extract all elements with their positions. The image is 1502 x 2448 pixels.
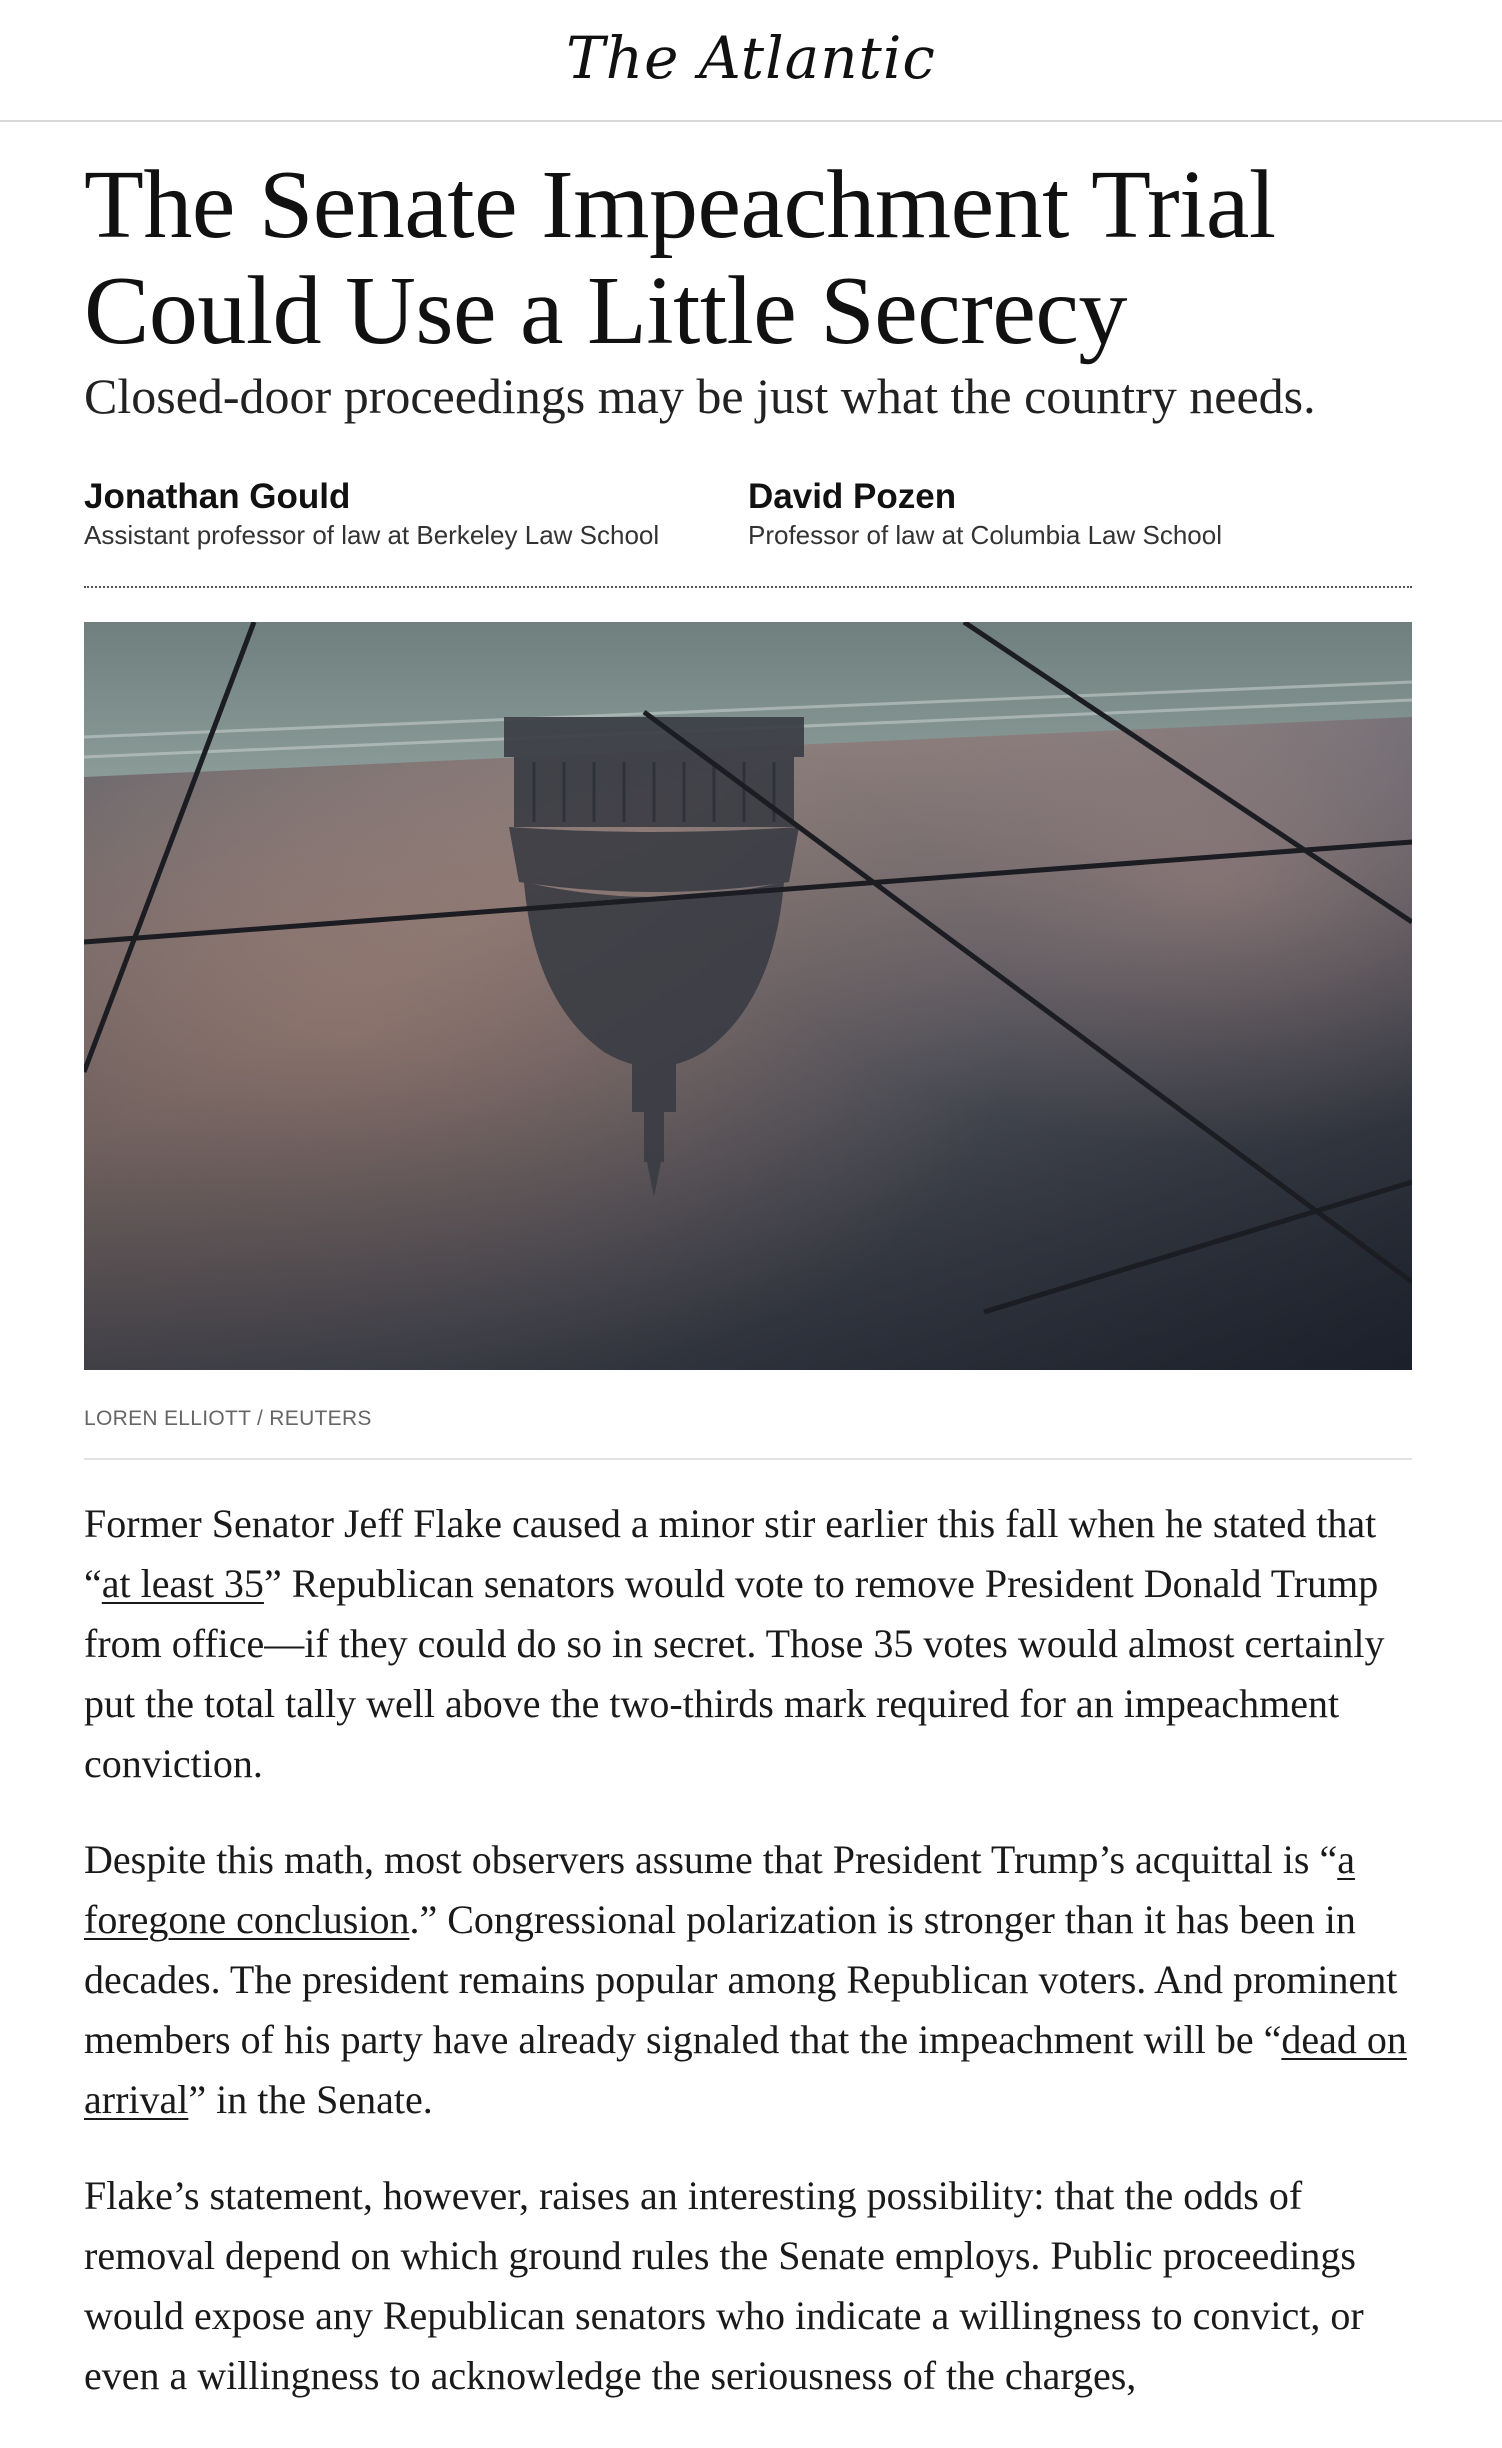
author-name-link[interactable]: Jonathan Gould	[84, 477, 351, 516]
masthead	[0, 0, 1502, 122]
lead-image-capitol-reflection	[84, 622, 1412, 1370]
link-foregone-conclusion[interactable]: a foregone conclusion	[84, 1837, 1355, 1942]
bylines	[84, 476, 1412, 552]
article-body	[84, 1494, 1412, 2406]
paragraph-2	[84, 1830, 1412, 2130]
paragraph-1	[84, 1494, 1412, 1794]
paragraph-text: .” Congressional polarization is stronger than it has been in decades. The president remains popular among Republican voters. And prominent members of his party have already signaled that the impeachment will be “	[84, 1897, 1398, 2062]
article	[84, 122, 1412, 2442]
paragraph-text: ” in the Senate.	[188, 2077, 433, 2122]
image-credit: LOREN ELLIOTT / REUTERS	[84, 1407, 372, 1430]
article-headline: The Senate Impeachment Trial Could Use a Little Secrecy	[84, 151, 1276, 365]
paragraph-3: Flake’s statement, however, raises an interesting possibility: that the odds of removal depend on which ground rules the Senate employs. Public proceedings would expose any Republican senators who indicate a willingness to convict, or even a willingness to acknowledge the seriousness of the charges,	[84, 2173, 1364, 2398]
byline-author-2	[748, 476, 1412, 552]
paragraph-text: Former Senator Jeff Flake caused a minor stir earlier this fall when he stated that “	[84, 1501, 1377, 1606]
the-atlantic-logo[interactable]: The Atlantic	[566, 24, 936, 92]
paragraph-text: ” Republican senators would vote to remove President Donald Trump from office—if they could do so in secret. Those 35 votes would almost certainly put the total tally well above the two-thirds mark required for an impeachment conviction.	[84, 1561, 1385, 1786]
byline-divider	[84, 586, 1412, 588]
link-at-least-35[interactable]: at least 35	[101, 1561, 264, 1606]
credit-divider	[84, 1458, 1412, 1460]
author-name-link[interactable]: David Pozen	[748, 477, 957, 516]
author-role: Professor of law at Columbia Law School	[748, 520, 1223, 550]
link-dead-on-arrival[interactable]: dead on arrival	[84, 2017, 1407, 2122]
paragraph-text: Despite this math, most observers assume that President Trump’s acquittal is “	[84, 1837, 1338, 1882]
author-role: Assistant professor of law at Berkeley Law School	[84, 520, 660, 550]
byline-author-1	[84, 476, 748, 552]
article-dek: Closed-door proceedings may be just what the country needs.	[84, 368, 1316, 424]
